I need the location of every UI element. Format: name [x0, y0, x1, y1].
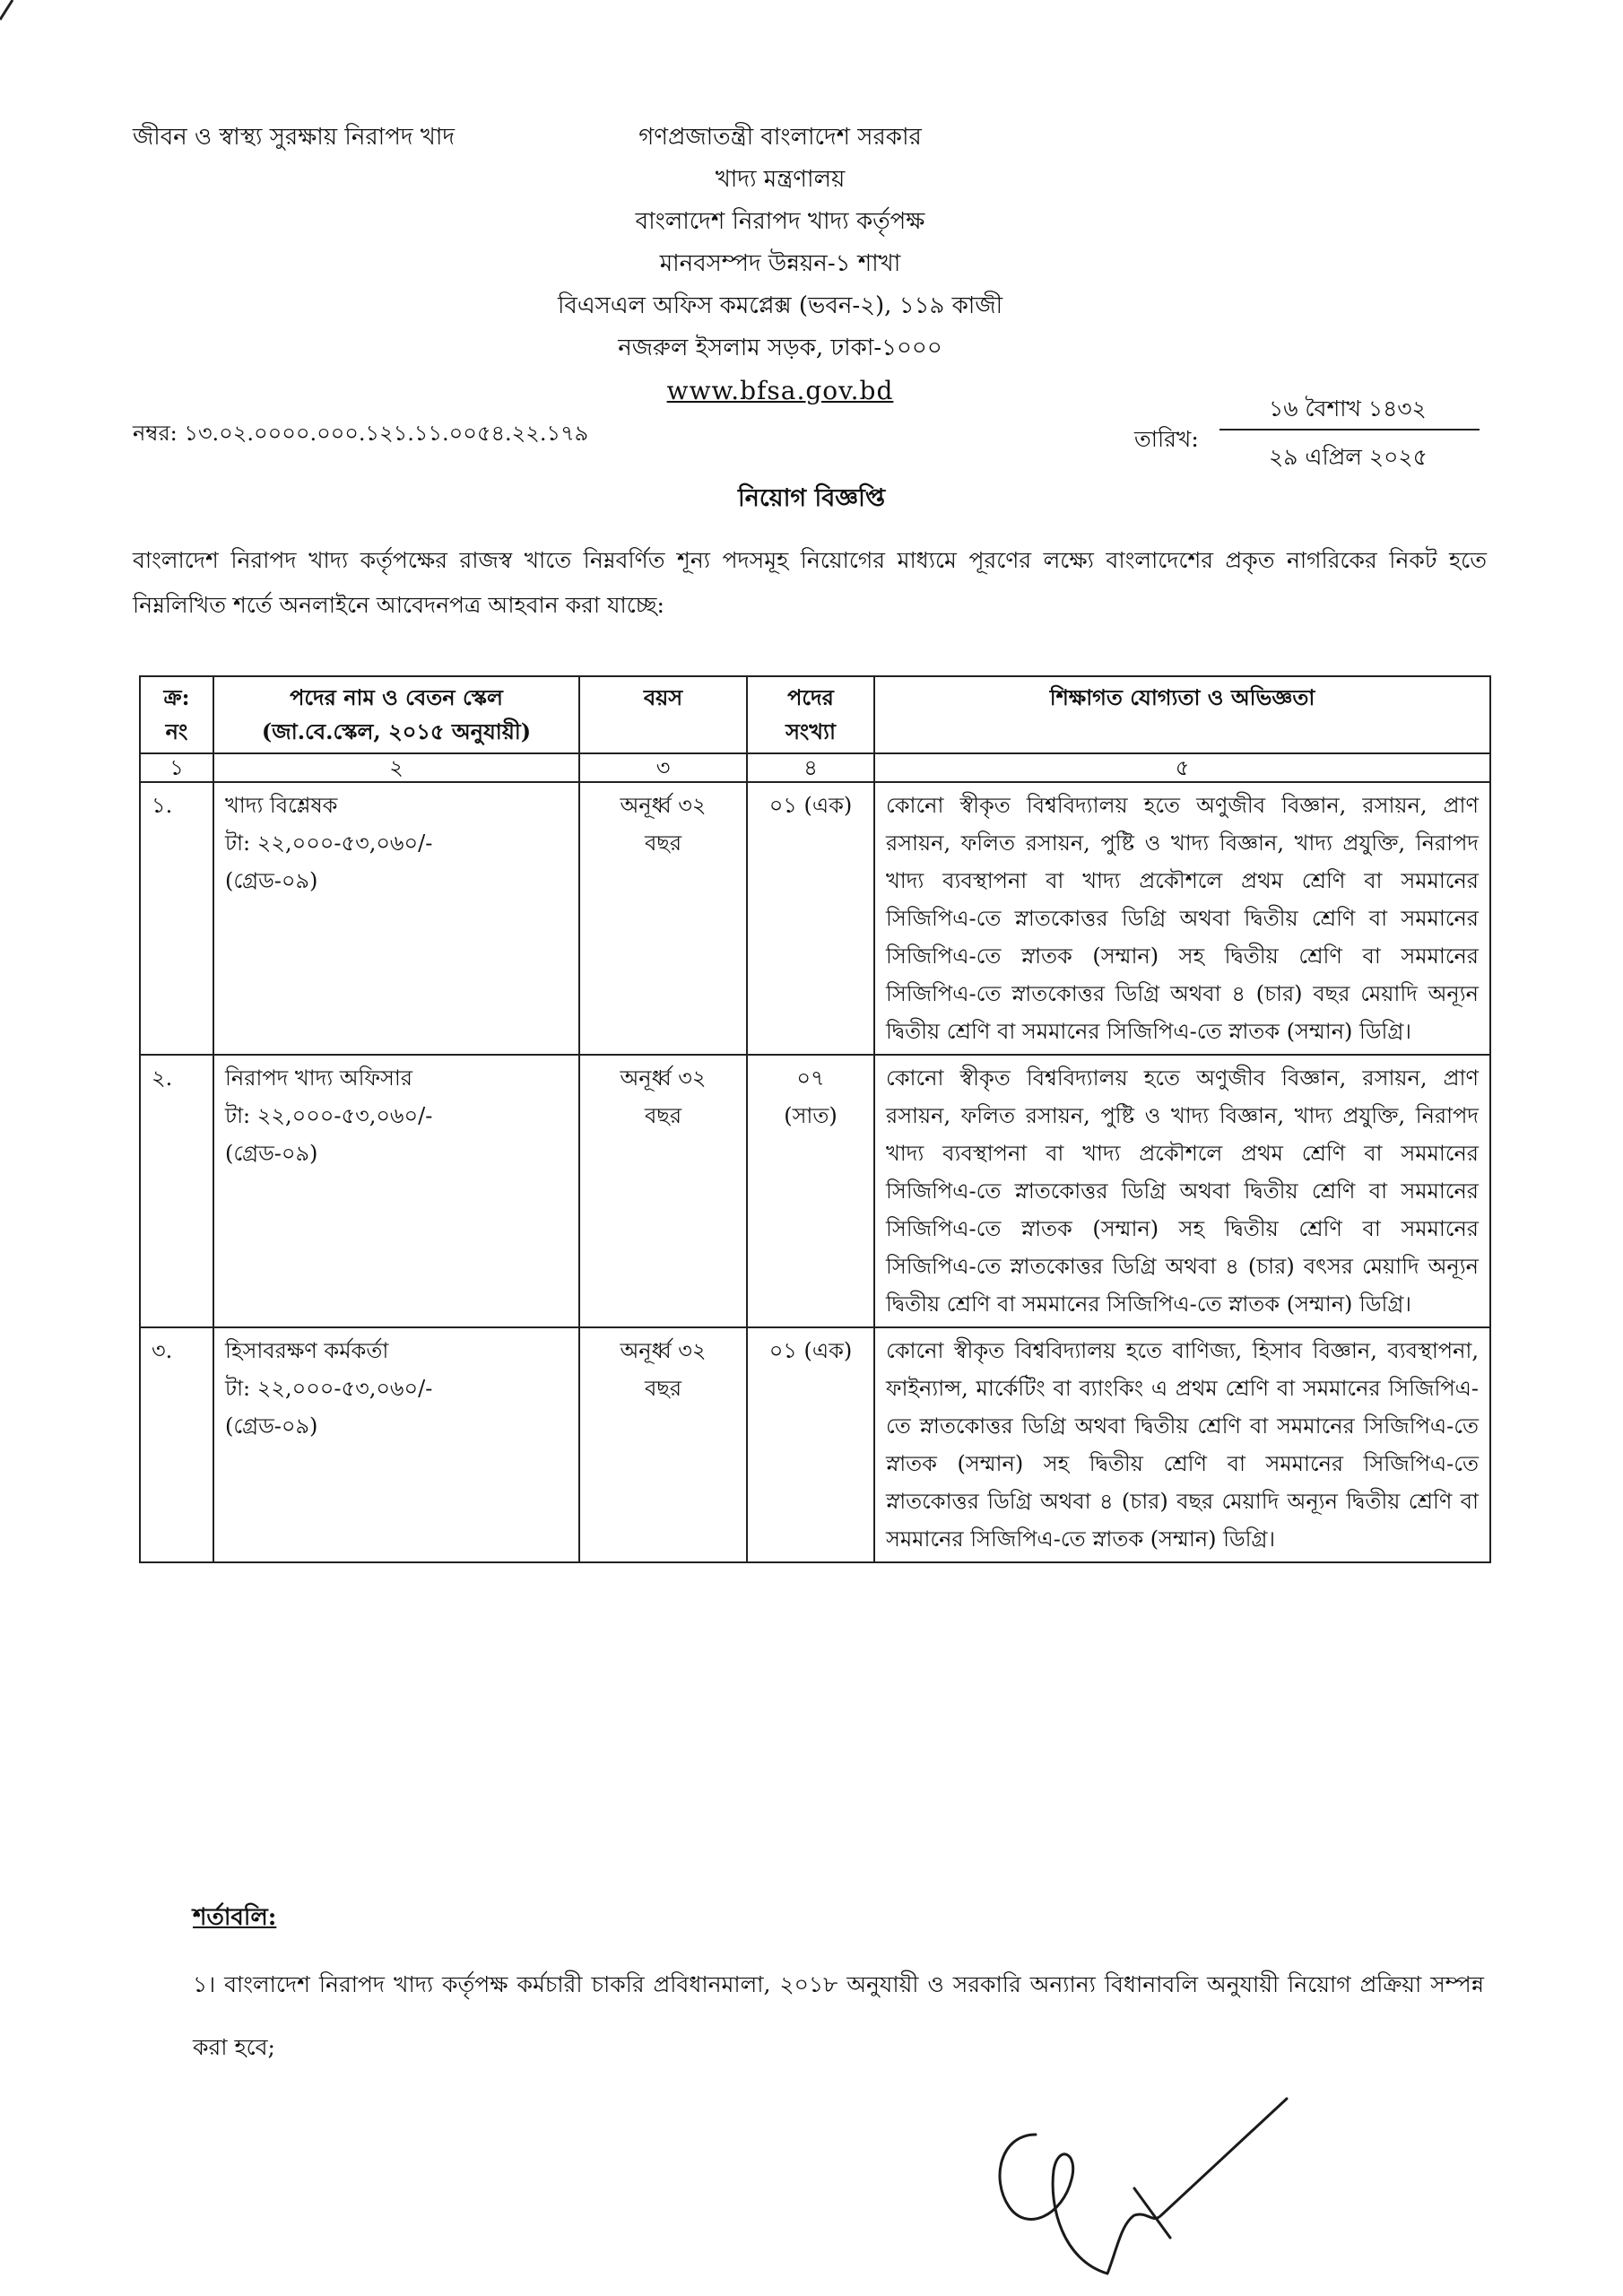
date-divider: [1219, 429, 1480, 430]
column-number-row: [140, 753, 1490, 782]
header-post: পদের নাম ও বেতন স্কেল (জা.বে.স্কেল, ২০১৫ অনুযায়ী): [213, 676, 579, 753]
row-serial: ১.: [140, 782, 213, 1055]
grade: (গ্রেড-০৯): [225, 868, 318, 893]
conditions-heading: শর্তাবলি:: [193, 1904, 277, 1931]
col-number: ১: [140, 753, 213, 782]
col-number: ২: [213, 753, 579, 782]
grade: (গ্রেড-০৯): [225, 1141, 318, 1166]
row-qualification: কোনো স্বীকৃত বিশ্ববিদ্যালয় হতে বাণিজ্য, হিসাব বিজ্ঞান, ব্যবস্থাপনা, ফাইন্যান্স, মার্কেটিং বা ব্যাংকিং এ প্রথম শ্রেণি বা সমমানের সিজিপিএ-তে স্নাতকোত্তর ডিগ্রি অথবা দ্বিতীয় শ্রেণি বা সমমানের সিজিপিএ-তে স্নাতক (সম্মান) সহ দ্বিতীয় শ্রেণি বা সমমানের সিজিপিএ-তে স্নাতকোত্তর ডিগ্রি অথবা ৪ (চার) বছর মেয়াদি অন্যূন দ্বিতীয় শ্রেণি বা সমমানের সিজিপিএ-তে স্নাতক (সম্মান) ডিগ্রি।: [874, 1327, 1490, 1562]
address-line-2: নজরুল ইসলাম সড়ক, ঢাকা-১০০০: [618, 335, 942, 361]
post-name: হিসাবরক্ষণ কর্মকর্তা: [225, 1338, 389, 1363]
slogan: জীবন ও স্বাস্থ্য সুরক্ষায় নিরাপদ খাদ: [133, 124, 456, 151]
row-count: ০৭ (সাত): [747, 1055, 874, 1327]
pay-scale: টা: ২২,০০০-৫৩,০৬০/-: [225, 1103, 433, 1128]
row-qualification: কোনো স্বীকৃত বিশ্ববিদ্যালয় হতে অণুজীব বিজ্ঞান, রসায়ন, প্রাণ রসায়ন, ফলিত রসায়ন, পুষ্টি ও খাদ্য বিজ্ঞান, খাদ্য প্রযুক্তি, নিরাপদ খাদ্য ব্যবস্থাপনা বা খাদ্য প্রকৌশলে প্রথম শ্রেণি বা সমমানের সিজিপিএ-তে স্নাতকোত্তর ডিগ্রি অথবা দ্বিতীয় শ্রেণি বা সমমানের সিজিপিএ-তে স্নাতক (সম্মান) সহ দ্বিতীয় শ্রেণি বা সমমানের সিজিপিএ-তে স্নাতকোত্তর ডিগ্রি অথবা ৪ (চার) বছর মেয়াদি অন্যূন দ্বিতীয় শ্রেণি বা সমমানের সিজিপিএ-তে স্নাতক (সম্মান) ডিগ্রি।: [874, 782, 1490, 1055]
ministry-name: খাদ্য মন্ত্রণালয়: [715, 166, 846, 193]
pay-scale: টা: ২২,০০০-৫৩,০৬০/-: [225, 831, 433, 856]
header-count: পদের সংখ্যা: [747, 676, 874, 753]
col-number: ৫: [874, 753, 1490, 782]
date-gregorian: ২৯ এপ্রিল ২০২৫: [1269, 444, 1428, 470]
intro-paragraph: বাংলাদেশ নিরাপদ খাদ্য কর্তৃপক্ষের রাজস্ব খাতে নিম্নবর্ণিত শূন্য পদসমূহ নিয়োগের মাধ্যমে পূরণের লক্ষ্যে বাংলাদেশের প্রকৃত নাগরিকের নিকট হতে নিম্নলিখিত শর্তে অনলাইনে আবেদনপত্র আহবান করা যাচ্ছে:: [133, 547, 1487, 618]
row-qualification: কোনো স্বীকৃত বিশ্ববিদ্যালয় হতে অণুজীব বিজ্ঞান, রসায়ন, প্রাণ রসায়ন, ফলিত রসায়ন, পুষ্টি ও খাদ্য বিজ্ঞান, খাদ্য প্রযুক্তি, নিরাপদ খাদ্য ব্যবস্থাপনা বা খাদ্য প্রকৌশলে প্রথম শ্রেণি বা সমমানের সিজিপিএ-তে স্নাতকোত্তর ডিগ্রি অথবা দ্বিতীয় শ্রেণি বা সমমানের সিজিপিএ-তে স্নাতক (সম্মান) সহ দ্বিতীয় শ্রেণি বা সমমানের সিজিপিএ-তে স্নাতকোত্তর ডিগ্রি অথবা ৪ (চার) বৎসর মেয়াদি অন্যূন দ্বিতীয় শ্রেণি বা সমমানের সিজিপিএ-তে স্নাতক (সম্মান) ডিগ্রি।: [874, 1055, 1490, 1327]
row-serial: ২.: [140, 1055, 213, 1327]
vacancy-table: [139, 675, 1491, 1563]
memo-number: নম্বর: ১৩.০২.০০০০.০০০.১২১.১১.০০৫৪.২২.১৭৯: [133, 421, 589, 446]
row-age: অনূর্ধ্ব ৩২ বছর: [579, 782, 747, 1055]
condition-item: ১। বাংলাদেশ নিরাপদ খাদ্য কর্তৃপক্ষ কর্মচারী চাকরি প্রবিধানমালা, ২০১৮ অনুযায়ী ও সরকারি অন্যান্য বিধানাবলি অনুযায়ী নিয়োগ প্রক্রিয়া সম্পন্ন করা হবে;: [193, 1971, 1484, 2060]
scan-corner-mark: [0, 0, 36, 36]
header-age: বয়স: [579, 676, 747, 753]
row-serial: ৩.: [140, 1327, 213, 1562]
date-label: তারিখ:: [1134, 426, 1199, 452]
government-name: গণপ্রজাতন্ত্রী বাংলাদেশ সরকার: [638, 124, 922, 151]
table-row: [140, 1327, 1490, 1562]
address-line-1: বিএসএল অফিস কমপ্লেক্স (ভবন-২), ১১৯ কাজী: [557, 292, 1003, 319]
notice-title: নিয়োগ বিজ্ঞপ্তি: [737, 484, 886, 512]
row-age: অনূর্ধ্ব ৩২ বছর: [579, 1327, 747, 1562]
table-header-row: [140, 676, 1490, 753]
row-post: [213, 1327, 579, 1562]
header-qualification: শিক্ষাগত যোগ্যতা ও অভিজ্ঞতা: [874, 676, 1490, 753]
row-age: অনূর্ধ্ব ৩২ বছর: [579, 1055, 747, 1327]
authority-name: বাংলাদেশ নিরাপদ খাদ্য কর্তৃপক্ষ: [635, 208, 925, 235]
website-link[interactable]: www.bfsa.gov.bd: [666, 376, 894, 405]
row-post: [213, 782, 579, 1055]
row-post: [213, 1055, 579, 1327]
pay-scale: টা: ২২,০০০-৫৩,০৬০/-: [225, 1376, 433, 1401]
row-count: ০১ (এক): [747, 782, 874, 1055]
post-name: নিরাপদ খাদ্য অফিসার: [225, 1065, 413, 1091]
table-row: [140, 1055, 1490, 1327]
date-block: [1134, 395, 1493, 484]
date-bangla: ১৬ বৈশাখ ১৪৩২: [1269, 396, 1427, 422]
post-name: খাদ্য বিশ্লেষক: [225, 793, 338, 818]
col-number: ৪: [747, 753, 874, 782]
col-number: ৩: [579, 753, 747, 782]
grade: (গ্রেড-০৯): [225, 1413, 318, 1439]
branch-name: মানবসম্পদ উন্নয়ন-১ শাখা: [659, 250, 901, 277]
header-serial: ক্র: নং: [140, 676, 213, 753]
row-count: ০১ (এক): [747, 1327, 874, 1562]
signature: [973, 2081, 1296, 2287]
letterhead: [466, 117, 1094, 412]
table-row: [140, 782, 1490, 1055]
